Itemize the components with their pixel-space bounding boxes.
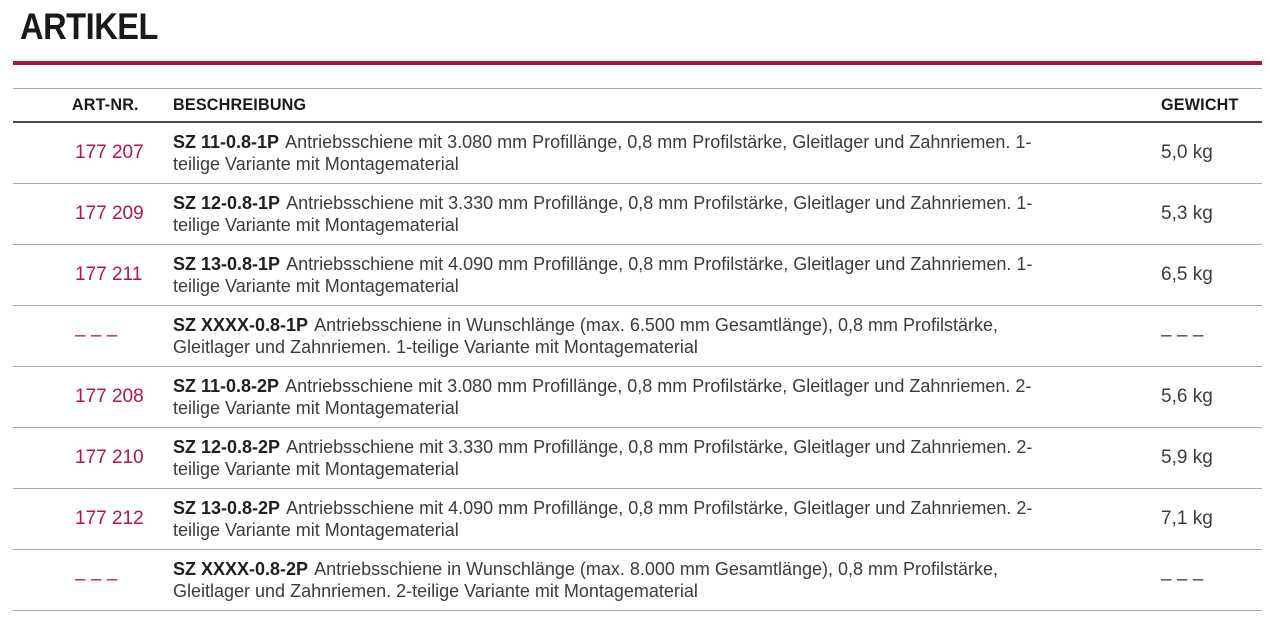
description-cell [173, 497, 1161, 541]
article-table [13, 88, 1262, 611]
art-nr-cell: 177 208 [75, 386, 144, 407]
weight-cell: – – – [1161, 325, 1204, 346]
weight-cell: 5,9 kg [1161, 447, 1213, 468]
page-title: ARTIKEL [20, 6, 159, 47]
art-nr-cell: – – – [75, 569, 118, 590]
weight-cell: 7,1 kg [1161, 508, 1213, 529]
art-nr-cell: 177 212 [75, 508, 144, 529]
table-row [13, 123, 1262, 184]
model-code: SZ XXXX-0.8-1P [173, 315, 309, 335]
description-text: Antriebsschiene mit 4.090 mm Profillänge, 0,8 mm Profilstärke, Gleitlager und Zahnriemen. 2-teilige Variante mit Montagematerial [173, 498, 1033, 540]
column-header-weight: GEWICHT [1161, 95, 1239, 114]
model-code: SZ 13-0.8-2P [173, 498, 281, 518]
weight-cell: 5,3 kg [1161, 203, 1213, 224]
art-nr-cell: 177 211 [75, 264, 143, 285]
table-row [13, 550, 1262, 611]
accent-rule [13, 61, 1262, 65]
description-cell [173, 558, 1161, 602]
description-cell [173, 436, 1161, 480]
description-cell [173, 192, 1161, 236]
description-text: Antriebsschiene mit 3.080 mm Profillänge, 0,8 mm Profilstärke, Gleitlager und Zahnriemen. 1-teilige Variante mit Montagematerial [173, 132, 1032, 174]
model-code: SZ XXXX-0.8-2P [173, 559, 309, 579]
model-code: SZ 11-0.8-2P [173, 376, 280, 396]
art-nr-cell: – – – [75, 325, 118, 346]
art-nr-cell: 177 207 [75, 142, 144, 163]
description-cell [173, 131, 1161, 175]
description-text: Antriebsschiene in Wunschlänge (max. 8.000 mm Gesamtlänge), 0,8 mm Profilstärke, Gleitlager und Zahnriemen. 2-teilige Variante mit Montagematerial [173, 559, 999, 601]
description-text: Antriebsschiene mit 3.080 mm Profillänge, 0,8 mm Profilstärke, Gleitlager und Zahnriemen. 2-teilige Variante mit Montagematerial [173, 376, 1032, 418]
description-text: Antriebsschiene in Wunschlänge (max. 6.500 mm Gesamtlänge), 0,8 mm Profilstärke, Gleitlager und Zahnriemen. 1-teilige Variante mit Montagematerial [173, 315, 999, 357]
model-code: SZ 12-0.8-1P [173, 193, 281, 213]
table-row [13, 184, 1262, 245]
table-row [13, 245, 1262, 306]
table-row [13, 367, 1262, 428]
art-nr-cell: 177 210 [75, 447, 144, 468]
description-text: Antriebsschiene mit 4.090 mm Profillänge, 0,8 mm Profilstärke, Gleitlager und Zahnriemen. 1-teilige Variante mit Montagematerial [173, 254, 1033, 296]
description-text: Antriebsschiene mit 3.330 mm Profillänge, 0,8 mm Profilstärke, Gleitlager und Zahnriemen. 2-teilige Variante mit Montagematerial [173, 437, 1033, 479]
table-row [13, 489, 1262, 550]
weight-cell: – – – [1161, 569, 1204, 590]
table-row [13, 428, 1262, 489]
description-cell [173, 375, 1161, 419]
table-row [13, 306, 1262, 367]
table-header-row [13, 89, 1262, 123]
weight-cell: 5,6 kg [1161, 386, 1213, 407]
description-cell [173, 314, 1161, 358]
description-cell [173, 253, 1161, 297]
model-code: SZ 13-0.8-1P [173, 254, 281, 274]
description-text: Antriebsschiene mit 3.330 mm Profillänge, 0,8 mm Profilstärke, Gleitlager und Zahnriemen. 1-teilige Variante mit Montagematerial [173, 193, 1033, 235]
model-code: SZ 11-0.8-1P [173, 132, 280, 152]
model-code: SZ 12-0.8-2P [173, 437, 281, 457]
art-nr-cell: 177 209 [75, 203, 144, 224]
weight-cell: 6,5 kg [1161, 264, 1213, 285]
weight-cell: 5,0 kg [1161, 142, 1213, 163]
column-header-description: BESCHREIBUNG [173, 95, 307, 114]
column-header-art-nr: ART-NR. [71, 95, 139, 114]
